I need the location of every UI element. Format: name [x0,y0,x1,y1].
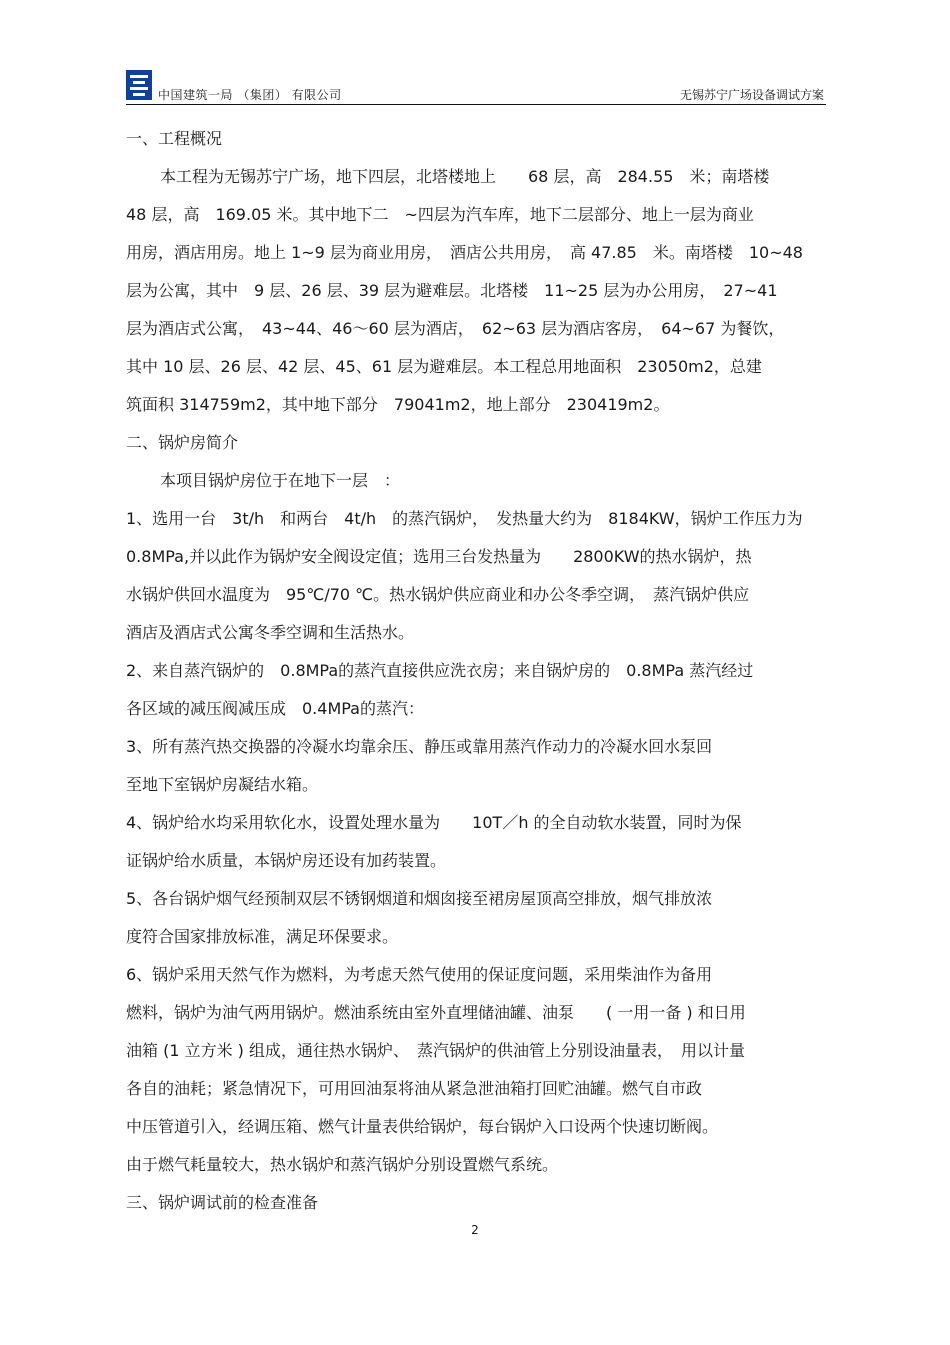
paragraph-line: 1、选用一台 3t/h 和两台 4t/h 的蒸汽锅炉， 发热量大约为 8184KW，锅炉工作压力为 [126,509,803,528]
paragraph-line: 中压管道引入，经调压箱、燃气计量表供给锅炉，每台锅炉入口设两个快速切断阀。 [126,1117,719,1136]
paragraph-line: 本工程为无锡苏宁广场，地下四层，北塔楼地上 68 层，高 284.55 米；南塔楼 [160,167,770,186]
paragraph-line: 酒店及酒店式公寓冬季空调和生活热水。 [126,623,415,642]
company-logo [126,70,152,100]
page-number: 2 [471,1223,479,1237]
paragraph-line: 各自的油耗；紧急情况下，可用回油泵将油从紧急泄油箱打回贮油罐。燃气自市政 [126,1079,703,1098]
paragraph-line: 4、锅炉给水均采用软化水，设置处理水量为 10T／h 的全自动软水装置，同时为保 [126,813,742,832]
section-project-overview [126,158,826,424]
paragraph-line: 燃料，锅炉为油气两用锅炉。燃油系统由室外直埋储油罐、油泵 ( 一用一备 ) 和日用 [126,1003,746,1022]
paragraph-line: 层为酒店式公寓， 43~44、46～60 层为酒店， 62~63 层为酒店客房， 64~67 为餐饮， [126,319,785,338]
paragraph-line: 至地下室锅炉房凝结水箱。 [126,775,319,794]
section-heading-project-overview: 一、工程概况 [126,129,223,148]
paragraph-line: 48 层，高 169.05 米。其中地下二 ~四层为汽车库，地下二层部分、地上一层为商业 [126,205,754,224]
company-name: 中国建筑一局 （集团） 有限公司 [158,88,342,102]
paragraph-line: 3、所有蒸汽热交换器的冷凝水均靠余压、静压或靠用蒸汽作动力的冷凝水回水泵回 [126,737,713,756]
paragraph-line: 6、锅炉采用天然气作为燃料，为考虑天然气使用的保证度问题，采用柴油作为备用 [126,965,713,984]
paragraph-line: 水锅炉供回水温度为 95℃/70 ℃。热水锅炉供应商业和办公冬季空调， 蒸汽锅炉供应 [126,585,750,604]
paragraph-line: 本项目锅炉房位于在地下一层 ： [160,471,401,490]
paragraph-line: 其中 10 层、26 层、42 层、45、61 层为避难层。本工程总用地面积 23050m2，总建 [126,357,762,376]
paragraph-line: 层为公寓，其中 9 层、26 层、39 层为避难层。北塔楼 11~25 层为办公用房， 27~41 [126,281,778,300]
paragraph-line: 各区域的减压阀减压成 0.4MPa的蒸汽： [126,699,424,718]
paragraph-line: 用房，酒店用房。地上 1~9 层为商业用房， 酒店公共用房， 高 47.85 米。南塔楼 10~48 [126,243,803,262]
section-heading-boiler-inspection: 三、锅炉调试前的检查准备 [126,1193,319,1212]
section-boiler-room [126,462,826,1184]
paragraph-line: 由于燃气耗量较大，热水锅炉和蒸汽锅炉分别设置燃气系统。 [126,1155,559,1174]
paragraph-line: 2、来自蒸汽锅炉的 0.8MPa的蒸汽直接供应洗衣房；来自锅炉房的 0.8MPa 蒸汽经过 [126,661,754,680]
paragraph-line: 证锅炉给水质量，本锅炉房还设有加药装置。 [126,851,447,870]
paragraph-line: 筑面积 314759m2，其中地下部分 79041m2，地上部分 230419m2。 [126,395,670,414]
page-header [126,68,826,105]
paragraph-line: 油箱 (1 立方米 ) 组成，通往热水锅炉、 蒸汽锅炉的供油管上分别设油量表， 用以计量 [126,1041,746,1060]
paragraph-line: 0.8MPa,并以此作为锅炉安全阀设定值；选用三台发热量为 2800KW的热水锅炉，热 [126,547,752,566]
paragraph-line: 度符合国家排放标准，满足环保要求。 [126,927,399,946]
paragraph-line: 5、各台锅炉烟气经预制双层不锈钢烟道和烟囱接至裙房屋顶高空排放，烟气排放浓 [126,889,713,908]
section-heading-boiler-room: 二、锅炉房简介 [126,433,239,452]
document-title: 无锡苏宁广场设备调试方案 [679,88,824,102]
document-body [126,120,826,1222]
